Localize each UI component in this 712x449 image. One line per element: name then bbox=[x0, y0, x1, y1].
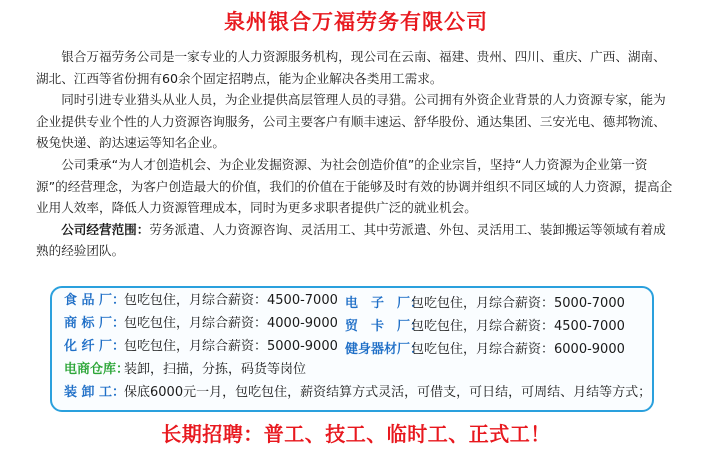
scope-label: 公司经营范围： bbox=[61, 221, 150, 237]
job-value: 包吃包住，月综合薪资：5000-7000 bbox=[411, 296, 625, 311]
job-label: 电商仓库： bbox=[64, 362, 130, 377]
job-value: 包吃包住，月综合薪资：6000-9000 bbox=[411, 342, 625, 357]
job-row bbox=[64, 315, 338, 333]
business-scope bbox=[36, 219, 674, 262]
scope-text: 劳务派遣、人力资源咨询、灵活用工、其中劳派遣、外包、灵活用工、装卸搬运等领域有着成熟的经验团队。 bbox=[36, 221, 666, 259]
company-title: 泉州银合万福劳务有限公司 bbox=[224, 10, 488, 34]
recruitment-banner: 长期招聘：普工、技工、临时工、正式工！ bbox=[161, 422, 551, 446]
intro-paragraph: 银合万福劳务公司是一家专业的人力资源服务机构，现公司在云南、福建、贵州、四川、重庆、广西、湖南、湖北、江西等省份拥有60余个固定招聘点，能为企业解决各类用工需求。 bbox=[36, 49, 666, 86]
job-label: 化 纤 厂： bbox=[64, 339, 126, 354]
job-value: 包吃包住，月综合薪资：5000-9000 bbox=[124, 339, 338, 354]
company-intro bbox=[36, 46, 674, 262]
job-row bbox=[64, 361, 306, 379]
intro-paragraph: 公司秉承“为人才创造机会、为企业发掘资源、为社会创造价值”的企业宗旨，坚持“人力资源为企业第一资源”的经营理念，为客户创造最大的价值，我们的价值在于能够及时有效的协调并组织不同区域的人力资源，提高企业用人效率，降低人力资源管理成本，同时为更多求职者提供广泛的就业机会。 bbox=[36, 156, 673, 216]
job-label: 贸 卡 厂： bbox=[345, 319, 424, 334]
job-value: 包吃包住，月综合薪资：4500-7000 bbox=[411, 319, 625, 334]
job-row bbox=[64, 384, 651, 402]
job-value: 保底6000元一月，包吃包住，薪资结算方式灵活，可借支，可日结，可周结、月结等方式； bbox=[124, 385, 652, 400]
job-label: 健身器材厂： bbox=[345, 342, 424, 357]
job-row bbox=[64, 292, 338, 310]
job-label: 电 子 厂： bbox=[345, 296, 424, 311]
job-value: 包吃包住，月综合薪资：4000-9000 bbox=[124, 316, 338, 331]
intro-paragraph: 同时引进专业猎头从业人员，为企业提供高层管理人员的寻猎。公司拥有外资企业背景的人力资源专家，能为企业提供专业个性的人力资源咨询服务，公司主要客户有顺丰速运、舒华股份、通达集团、三安光电、德邦物流、极兔快递、韵达速运等知名企业。 bbox=[36, 92, 666, 151]
job-row bbox=[345, 315, 625, 334]
job-label: 装 卸 工： bbox=[64, 385, 126, 400]
job-value: 装卸，扫描，分拣，码货等岗位 bbox=[124, 362, 307, 377]
job-row bbox=[64, 338, 338, 356]
job-row bbox=[345, 292, 625, 311]
job-listings-box bbox=[50, 286, 654, 412]
job-value: 包吃包住，月综合薪资：4500-7000 bbox=[124, 293, 338, 308]
job-label: 食 品 厂： bbox=[64, 293, 126, 308]
job-label: 商 标 厂： bbox=[64, 316, 126, 331]
job-row bbox=[345, 338, 625, 357]
